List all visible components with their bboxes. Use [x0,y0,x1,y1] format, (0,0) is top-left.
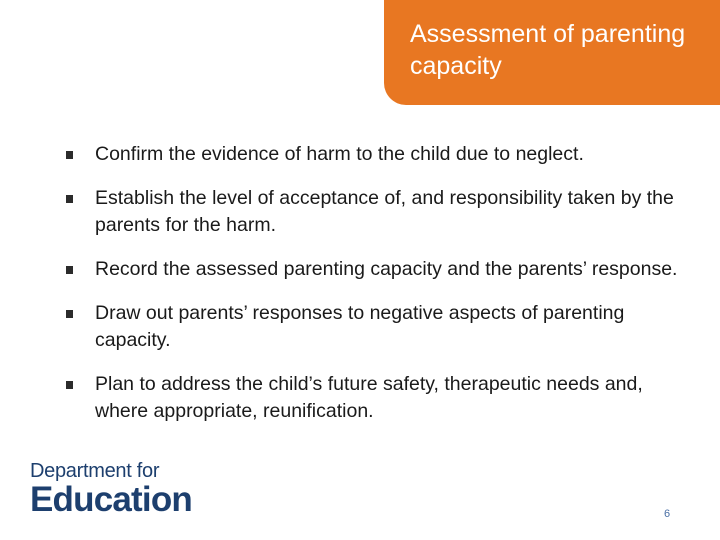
bullet-item [66,141,696,168]
bullet-item [66,300,696,354]
bullet-text: Plan to address the child’s future safety, therapeutic needs and, where appropriate, reunification. [95,373,643,422]
square-bullet-icon [66,195,73,203]
page-number: 6 [664,508,671,520]
bullet-item [66,185,696,239]
bullet-list [66,141,696,442]
square-bullet-icon [66,381,73,389]
bullet-text: Confirm the evidence of harm to the child due to neglect. [95,143,584,165]
bullet-item [66,371,696,425]
logo-line-1: Department for [30,460,160,482]
bullet-text: Record the assessed parenting capacity and the parents’ response. [95,258,678,280]
square-bullet-icon [66,151,73,159]
logo-line-2: Education [30,480,192,519]
bullet-item [66,256,696,283]
title-banner [384,0,720,105]
department-for-education-logo [30,461,195,521]
bullet-text: Establish the level of acceptance of, and responsibility taken by the parents for the harm. [95,187,674,236]
square-bullet-icon [66,310,73,318]
bullet-text: Draw out parents’ responses to negative aspects of parenting capacity. [95,302,625,351]
slide-title: Assessment of parenting capacity [410,20,686,80]
square-bullet-icon [66,266,73,274]
